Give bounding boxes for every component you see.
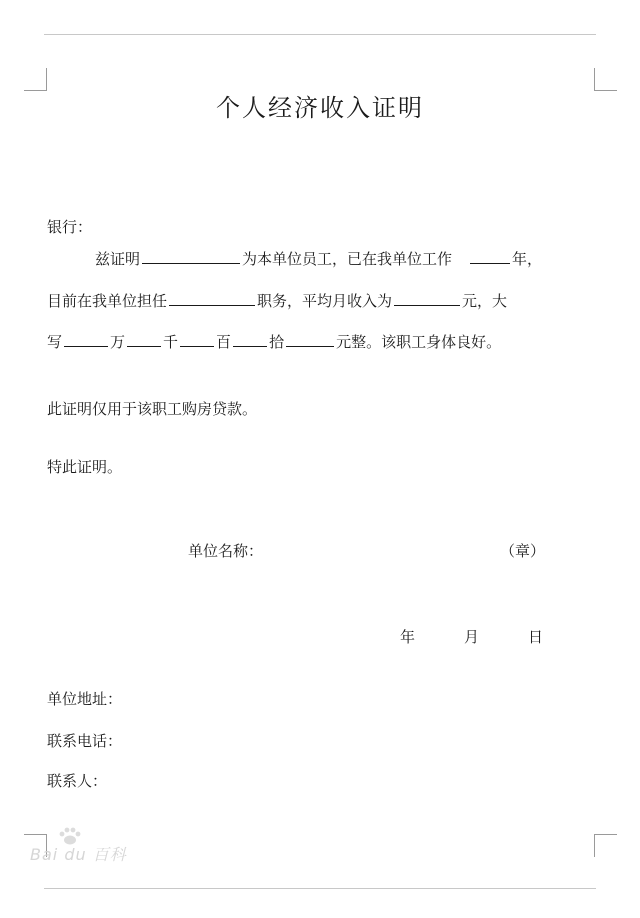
para1-text: 职务，平均月收入为: [257, 292, 393, 310]
para1-text: 千: [163, 333, 179, 351]
para1-text: 拾: [269, 333, 285, 351]
para1-text: 兹证明: [95, 250, 141, 268]
date-month: 月: [464, 628, 480, 646]
contact-phone-label: 联系电话：: [47, 732, 123, 750]
document-title: 个人经济收入证明: [216, 94, 424, 122]
shi-blank: [233, 331, 267, 347]
employee-name-blank: [142, 248, 240, 264]
unit-address-label: 单位地址：: [47, 690, 123, 708]
yuan-blank: [286, 331, 334, 347]
date-year: 年: [400, 628, 416, 646]
margin-mark-bottom-right: [594, 834, 617, 857]
years-blank: [470, 248, 510, 264]
header-rule: [44, 34, 596, 35]
closing-statement: 特此证明。: [47, 458, 123, 476]
para1-text: 年，: [512, 250, 543, 268]
para1-line3: [47, 331, 501, 352]
wan-blank: [64, 331, 108, 347]
salutation: 银行：: [47, 218, 93, 236]
para1-line1: [95, 248, 542, 269]
purpose-statement: 此证明仅用于该职工购房贷款。: [47, 400, 258, 418]
para1-line2: [47, 290, 507, 311]
para1-text: 为本单位员工，已在我单位工作: [242, 250, 453, 268]
monthly-income-blank: [394, 290, 460, 306]
para1-text: 元，大: [462, 292, 508, 310]
footer-rule: [44, 888, 596, 889]
unit-name-label: 单位名称：: [188, 542, 264, 560]
para1-text: 元整。该职工身体良好。: [336, 333, 502, 351]
para1-text: 写: [47, 333, 63, 351]
para1-text: 目前在我单位担任: [47, 292, 168, 310]
position-blank: [169, 290, 255, 306]
para1-text: 万: [110, 333, 126, 351]
para1-text: 百: [216, 333, 232, 351]
bai-blank: [180, 331, 214, 347]
date-day: 日: [528, 628, 544, 646]
qian-blank: [127, 331, 161, 347]
baidu-watermark: Bai du 百科: [30, 845, 127, 864]
contact-person-label: 联系人：: [47, 772, 108, 790]
seal-label: （章）: [500, 542, 546, 560]
